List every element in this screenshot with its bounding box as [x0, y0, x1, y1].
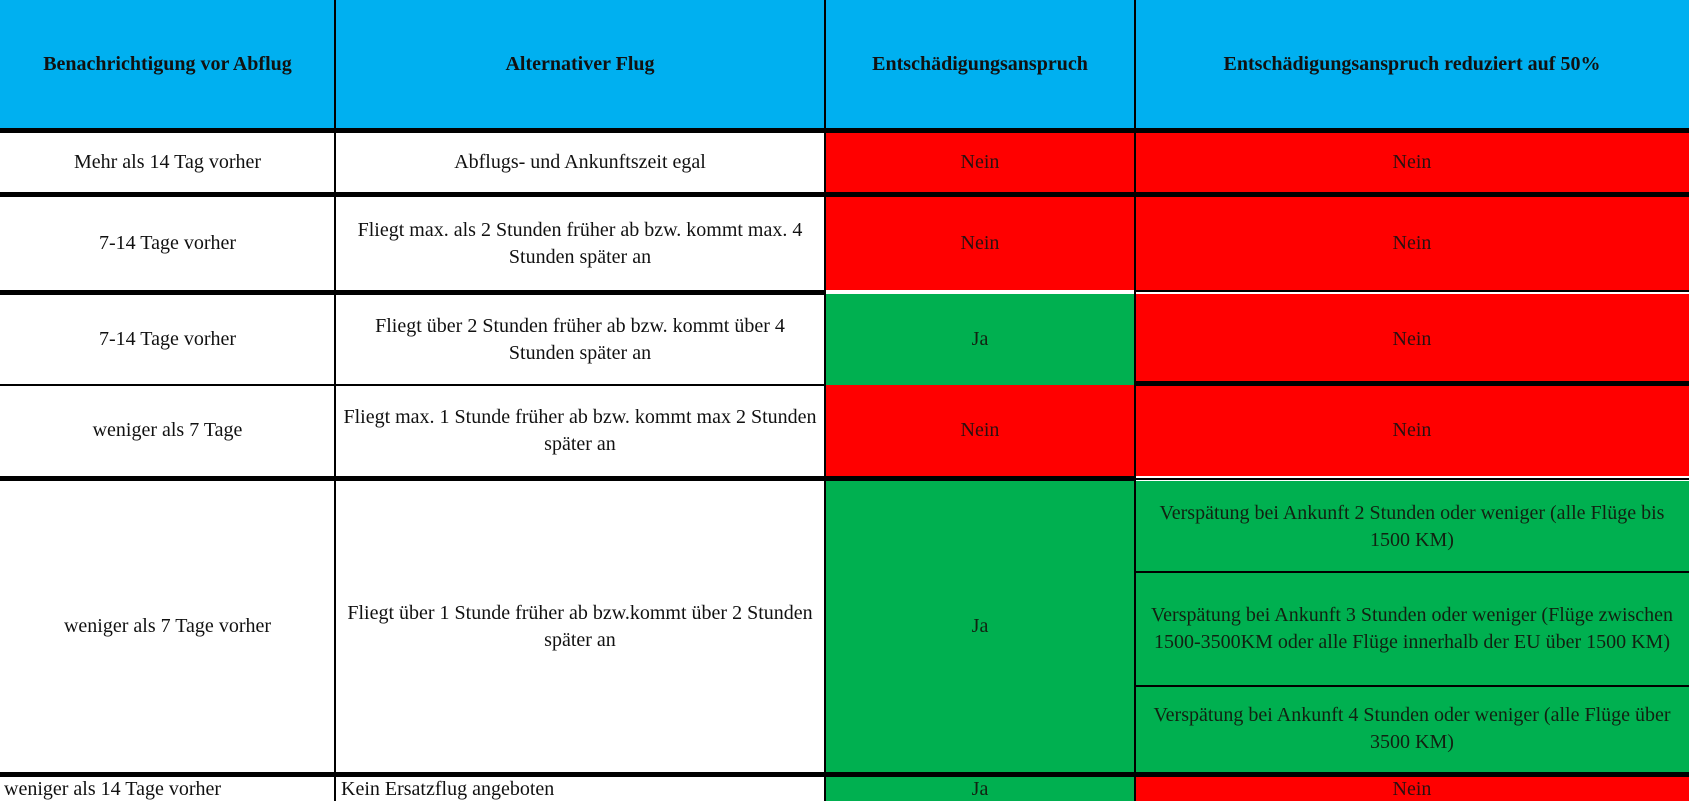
row5-reduced-b: Verspätung bei Ankunft 3 Stunden oder weniger (Flüge zwischen 1500-3500KM oder alle Flüge innerhalb der EU über 1500 KM) — [1135, 572, 1689, 686]
row3-notice: 7-14 Tage vorher — [0, 294, 335, 385]
grid-hline — [0, 476, 1135, 481]
row6-alt-flight: Kein Ersatzflug angeboten — [335, 777, 825, 801]
row2-reduced: Nein — [1135, 197, 1689, 290]
row6-claim: Ja — [825, 777, 1135, 801]
grid-hline — [1135, 381, 1689, 386]
row1-reduced: Nein — [1135, 133, 1689, 192]
row2-alt-flight: Fliegt max. als 2 Stunden früher ab bzw. kommt max. 4 Stunden später an — [335, 197, 825, 290]
grid-vline — [824, 0, 826, 801]
row3-alt-flight: Fliegt über 2 Stunden früher ab bzw. kommt über 4 Stunden später an — [335, 294, 825, 385]
row4-reduced: Nein — [1135, 385, 1689, 476]
row5-reduced-c: Verspätung bei Ankunft 4 Stunden oder weniger (alle Flüge über 3500 KM) — [1135, 686, 1689, 772]
row2-claim: Nein — [825, 197, 1135, 290]
grid-hline — [0, 384, 825, 386]
row5-notice: weniger als 7 Tage vorher — [0, 481, 335, 772]
header-alternative-flight: Alternativer Flug — [335, 0, 825, 128]
row1-alt-flight: Abflugs- und Ankunftszeit egal — [335, 133, 825, 192]
grid-hline — [0, 128, 1689, 133]
row6-notice: weniger als 14 Tage vorher — [0, 777, 335, 801]
grid-hline — [0, 772, 1689, 777]
row2-notice: 7-14 Tage vorher — [0, 197, 335, 290]
row5-alt-flight: Fliegt über 1 Stunde früher ab bzw.kommt über 2 Stunden später an — [335, 481, 825, 772]
row6-reduced: Nein — [1135, 777, 1689, 801]
grid-vline — [1134, 0, 1136, 801]
row4-claim: Nein — [825, 385, 1135, 476]
grid-hline — [0, 290, 825, 295]
grid-vline — [334, 0, 336, 801]
header-compensation: Entschädigungsanspruch — [825, 0, 1135, 128]
row3-claim: Ja — [825, 294, 1135, 385]
grid-hline — [0, 192, 1689, 197]
grid-hline — [1135, 685, 1689, 687]
grid-hline — [1135, 290, 1689, 292]
row5-reduced-a: Verspätung bei Ankunft 2 Stunden oder weniger (alle Flüge bis 1500 KM) — [1135, 481, 1689, 572]
header-compensation-reduced: Entschädigungsanspruch reduziert auf 50% — [1135, 0, 1689, 128]
grid-hline — [1135, 478, 1689, 480]
grid-hline — [1135, 571, 1689, 573]
row3-reduced: Nein — [1135, 294, 1689, 385]
row4-alt-flight: Fliegt max. 1 Stunde früher ab bzw. kommt max 2 Stunden später an — [335, 385, 825, 476]
row4-notice: weniger als 7 Tage — [0, 385, 335, 476]
header-notice: Benachrichtigung vor Abflug — [0, 0, 335, 128]
row1-notice: Mehr als 14 Tag vorher — [0, 133, 335, 192]
row1-claim: Nein — [825, 133, 1135, 192]
row5-claim: Ja — [825, 481, 1135, 772]
